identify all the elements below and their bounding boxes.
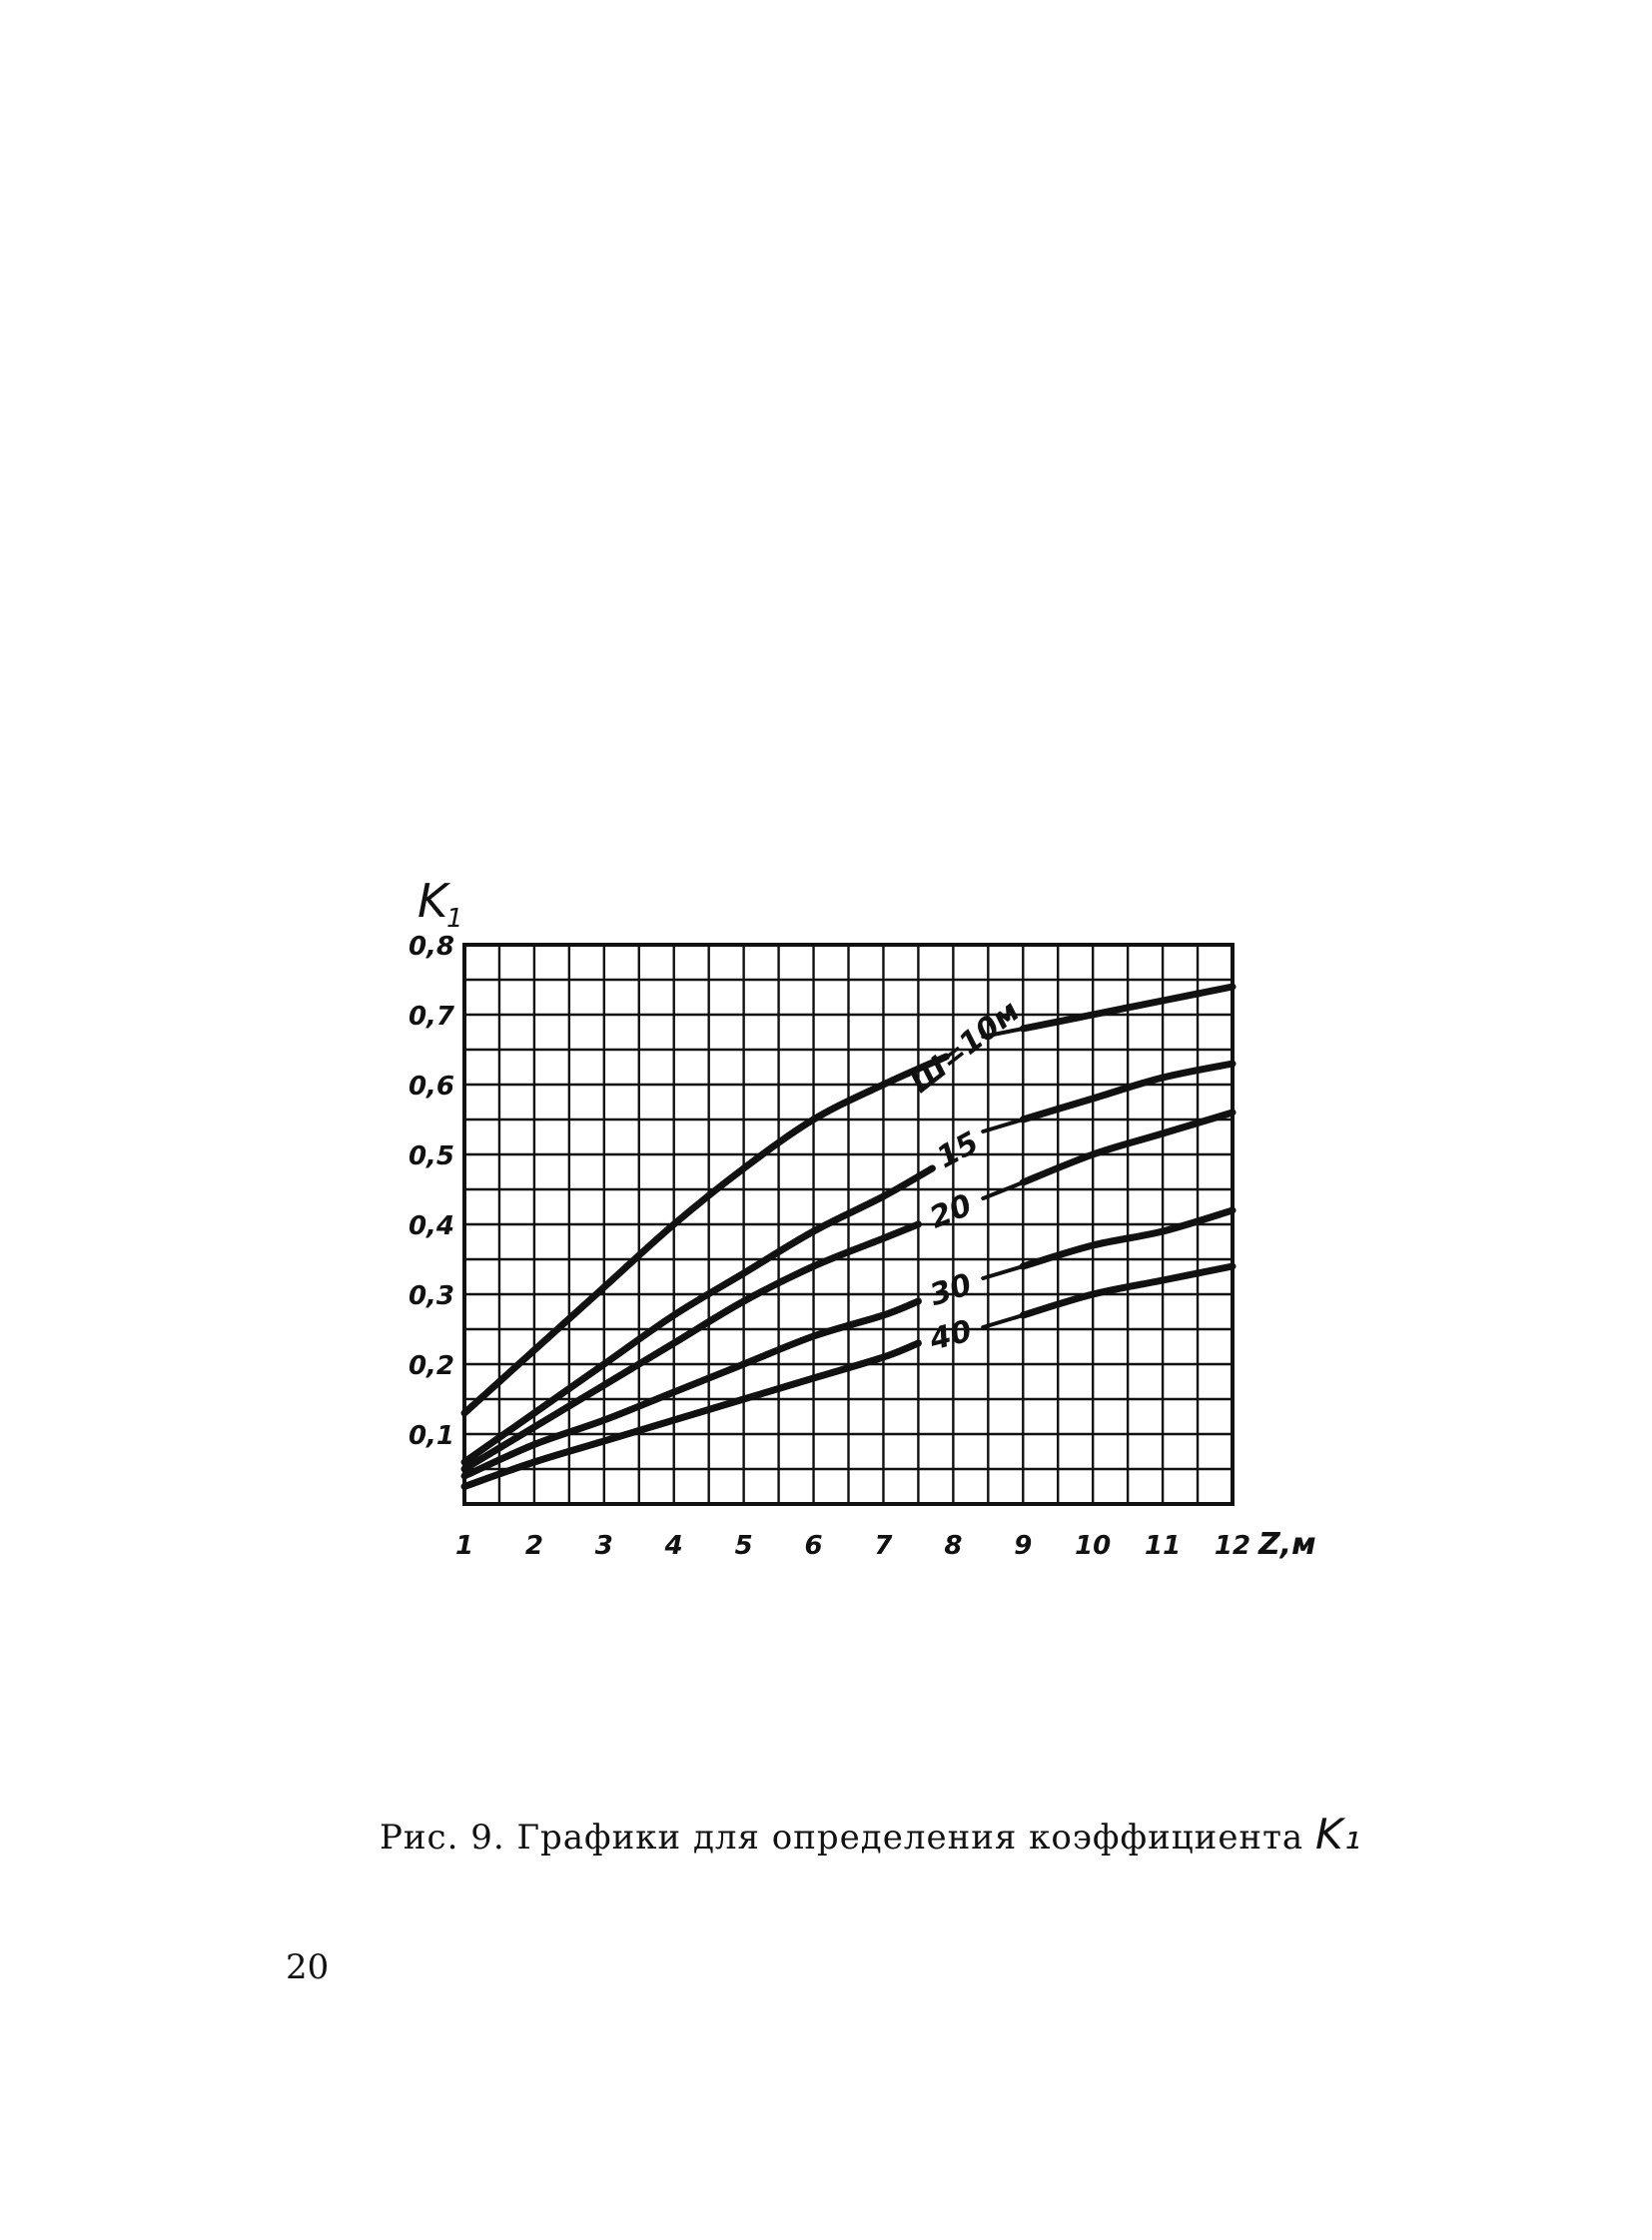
series-label: 20 xyxy=(925,1187,977,1236)
y-tick-label: 0,7 xyxy=(408,1002,454,1032)
x-tick-label: 5 xyxy=(734,1531,753,1561)
series-label: Ш=10м xyxy=(903,994,1027,1101)
y-tick-label: 0,5 xyxy=(408,1141,454,1171)
series-label: 15 xyxy=(931,1124,985,1176)
y-tick-label: 0,4 xyxy=(408,1211,454,1241)
figure-caption xyxy=(380,1810,1361,1859)
x-tick-label: 8 xyxy=(944,1531,963,1561)
series-label: 30 xyxy=(925,1266,977,1314)
x-tick-label: 3 xyxy=(594,1531,613,1561)
x-axis-ticks xyxy=(455,1531,1250,1561)
x-tick-label: 2 xyxy=(524,1531,543,1561)
y-tick-label: 0,1 xyxy=(408,1421,454,1451)
x-tick-label: 4 xyxy=(664,1531,683,1561)
y-tick-label: 0,8 xyxy=(408,932,454,962)
series-line xyxy=(464,1301,918,1476)
series-line xyxy=(464,1224,918,1469)
y-tick-label: 0,3 xyxy=(408,1281,454,1311)
caption-symbol: K₁ xyxy=(1315,1810,1362,1859)
y-tick-label: 0,6 xyxy=(408,1072,454,1102)
x-tick-label: 12 xyxy=(1214,1531,1251,1561)
caption-text: Рис. 9. Графики для определения коэффициента xyxy=(380,1818,1315,1858)
y-axis-title: K xyxy=(417,874,448,928)
chart-grid xyxy=(464,945,1233,1504)
x-tick-label: 10 xyxy=(1075,1531,1112,1561)
x-tick-label: 9 xyxy=(1014,1531,1033,1561)
y-axis-title-subscript: 1 xyxy=(446,904,463,934)
y-axis-ticks xyxy=(409,932,455,1451)
x-tick-label: 7 xyxy=(874,1531,893,1561)
page-number: 20 xyxy=(286,1947,330,1987)
x-tick-label: 6 xyxy=(804,1531,823,1561)
x-axis-title: Z,м xyxy=(1258,1527,1316,1562)
y-tick-label: 0,2 xyxy=(408,1351,454,1381)
series-label: 40 xyxy=(926,1313,976,1358)
x-tick-label: 1 xyxy=(454,1531,474,1561)
x-tick-label: 11 xyxy=(1144,1531,1182,1561)
